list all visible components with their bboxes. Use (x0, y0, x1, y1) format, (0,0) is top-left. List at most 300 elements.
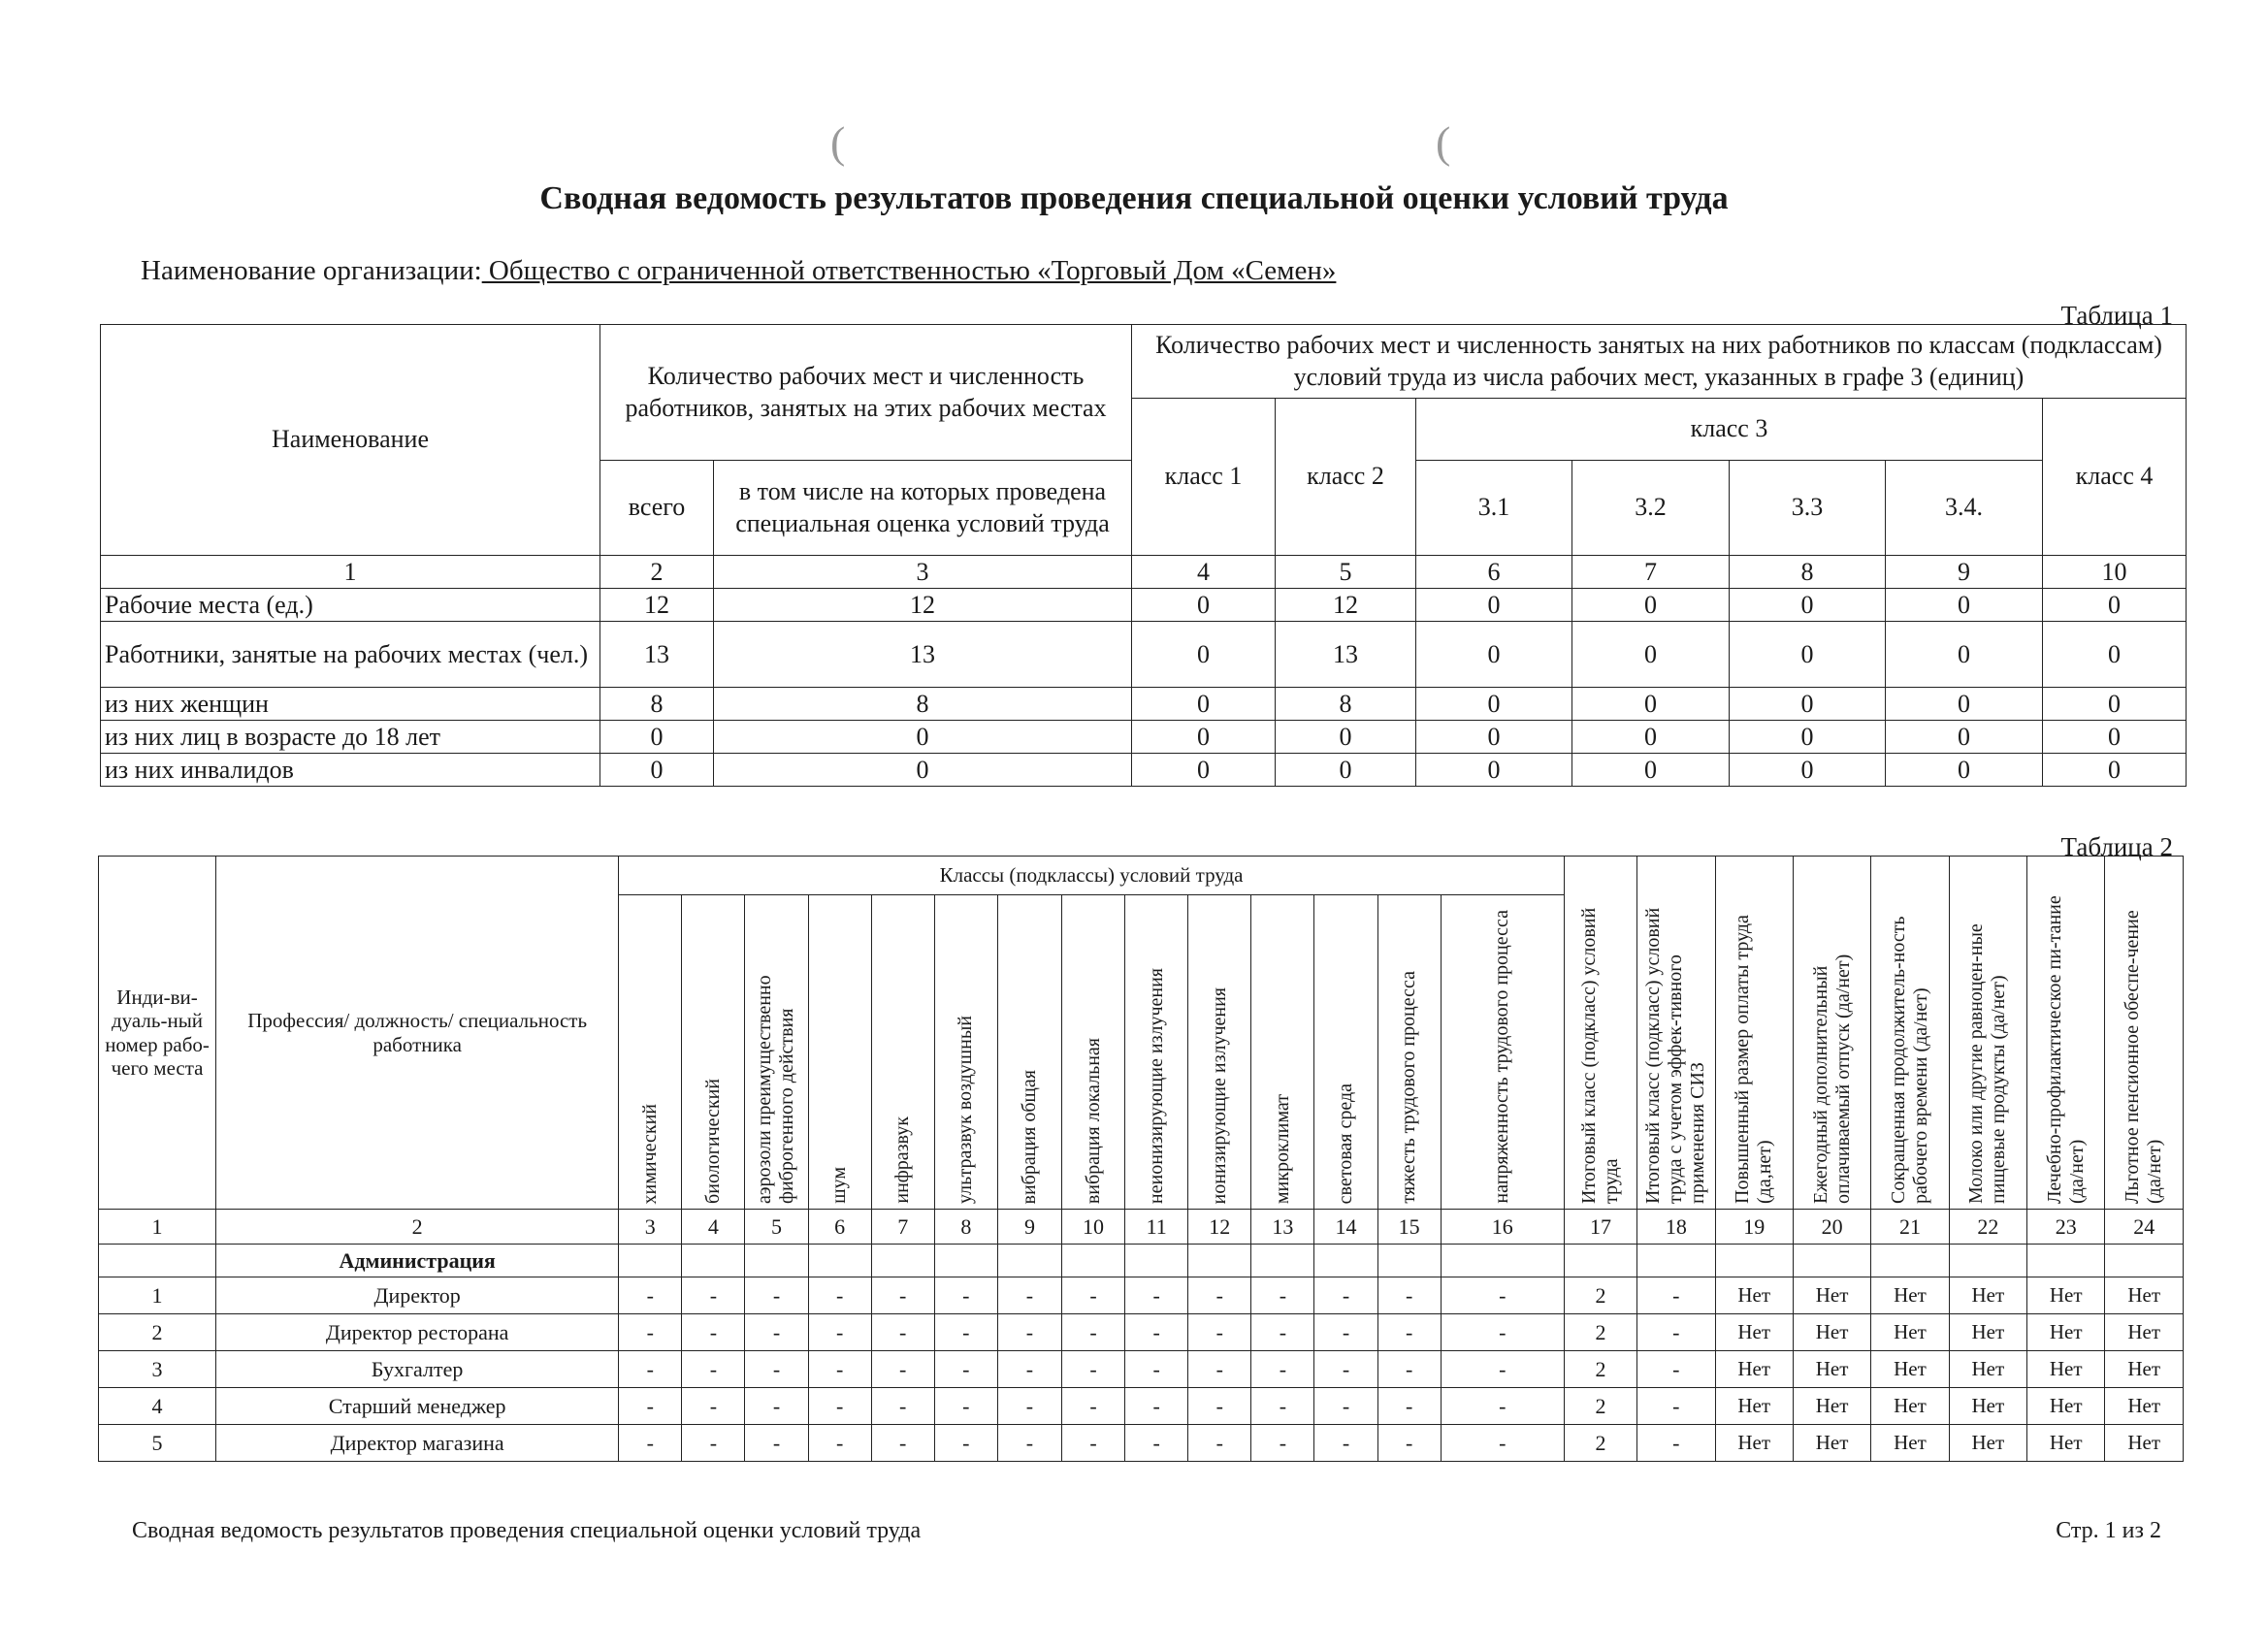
factor-cell: - (745, 1425, 808, 1462)
empty-cell (1793, 1245, 1870, 1277)
header-factor-label: световая среда (1334, 1083, 1356, 1204)
header-factor-label: напряженность трудового процесса (1491, 910, 1513, 1204)
factor-cell: - (1125, 1425, 1188, 1462)
col-number: 6 (1416, 556, 1572, 589)
factor-cell: - (997, 1425, 1061, 1462)
table-row (101, 688, 2187, 721)
profession-name: Старший менеджер (216, 1388, 619, 1425)
table-row (101, 589, 2187, 622)
factor-cell: - (1314, 1388, 1377, 1425)
factor-cell: - (997, 1277, 1061, 1314)
table-cell: 0 (1276, 721, 1416, 754)
row-label: из них инвалидов (101, 754, 600, 787)
header-factor-label: ионизирующие излучения (1208, 986, 1230, 1204)
row-label: Рабочие места (ед.) (101, 589, 600, 622)
workplace-table (98, 856, 2184, 1462)
header-places-group: Количество рабочих мест и численность работников, занятых на этих рабочих местах (600, 325, 1132, 461)
col-number: 16 (1441, 1210, 1564, 1245)
workplace-number: 4 (99, 1388, 216, 1425)
profession-name: Директор ресторана (216, 1314, 619, 1351)
empty-cell (682, 1245, 745, 1277)
table-cell: 12 (600, 589, 714, 622)
col-number: 6 (808, 1210, 871, 1245)
header-name: Наименование (101, 325, 600, 556)
header-factor-label: аэрозоли преимущественно фиброгенного действия (754, 975, 798, 1204)
table-cell: 0 (1730, 622, 1886, 688)
header-class3: класс 3 (1416, 399, 2043, 461)
factor-cell: - (871, 1314, 934, 1351)
table-cell: 0 (2043, 754, 2187, 787)
benefit-cell: Нет (2105, 1425, 2184, 1462)
header-factor-label: микроклимат (1271, 1093, 1293, 1204)
header-extra-column (1871, 857, 1949, 1210)
col-number: 21 (1871, 1210, 1949, 1245)
empty-cell (1314, 1245, 1377, 1277)
siz-class-cell: - (1637, 1351, 1715, 1388)
header-extra-label: Молоко или другие равноцен-ные пищевые продукты (да/нет) (1965, 923, 2010, 1204)
col-number: 1 (101, 556, 600, 589)
col-number: 22 (1949, 1210, 2026, 1245)
header-factor-column (1188, 895, 1251, 1210)
header-extra-column (1564, 857, 1636, 1210)
table-cell: 0 (1276, 754, 1416, 787)
header-extra-column (2027, 857, 2105, 1210)
table-row (99, 1351, 2184, 1388)
table-cell: 0 (1730, 721, 1886, 754)
table-row (101, 622, 2187, 688)
col-number: 3 (714, 556, 1132, 589)
benefit-cell: Нет (1793, 1351, 1870, 1388)
factor-cell: - (808, 1425, 871, 1462)
table-cell: 12 (714, 589, 1132, 622)
header-factor-column (871, 895, 934, 1210)
factor-cell: - (745, 1351, 808, 1388)
factor-cell: - (1377, 1314, 1441, 1351)
table-cell: 8 (1276, 688, 1416, 721)
header-factor-column (745, 895, 808, 1210)
header-extra-label: Итоговый класс (подкласс) условий труда (1577, 907, 1622, 1204)
factor-cell: - (619, 1425, 682, 1462)
empty-cell (619, 1245, 682, 1277)
header-extra-label: Ежегодный дополнительный оплачиваемый отпуск (да/нет) (1809, 954, 1854, 1204)
empty-cell (1125, 1245, 1188, 1277)
factor-cell: - (1377, 1388, 1441, 1425)
table-cell: 0 (2043, 721, 2187, 754)
table-cell: 0 (714, 754, 1132, 787)
header-class2: класс 2 (1276, 399, 1416, 556)
organization-line (141, 255, 1336, 287)
total-class-cell: 2 (1564, 1425, 1636, 1462)
col-number: 14 (1314, 1210, 1377, 1245)
factor-cell: - (1188, 1314, 1251, 1351)
benefit-cell: Нет (1793, 1314, 1870, 1351)
col-number: 9 (1886, 556, 2043, 589)
col-number: 12 (1188, 1210, 1251, 1245)
table-cell: 0 (1416, 622, 1572, 688)
total-class-cell: 2 (1564, 1351, 1636, 1388)
factor-cell: - (1251, 1351, 1314, 1388)
header-extra-column (2105, 857, 2184, 1210)
table-cell: 8 (600, 688, 714, 721)
factor-cell: - (1251, 1277, 1314, 1314)
table-cell: 12 (1276, 589, 1416, 622)
header-sub-3-3: 3.3 (1730, 461, 1886, 556)
header-factor-label: биологический (701, 1079, 724, 1204)
header-factor-label: вибрация общая (1018, 1069, 1040, 1204)
factor-cell: - (871, 1277, 934, 1314)
header-factor-column (997, 895, 1061, 1210)
benefit-cell: Нет (2027, 1277, 2105, 1314)
empty-cell (1062, 1245, 1125, 1277)
row-label: Работники, занятые на рабочих местах (чел.) (101, 622, 600, 688)
empty-cell (934, 1245, 997, 1277)
total-class-cell: 2 (1564, 1277, 1636, 1314)
col-number: 10 (2043, 556, 2187, 589)
table-cell: 0 (1572, 754, 1730, 787)
col-number: 11 (1125, 1210, 1188, 1245)
benefit-cell: Нет (1949, 1351, 2026, 1388)
empty-cell (1637, 1245, 1715, 1277)
benefit-cell: Нет (1949, 1388, 2026, 1425)
profession-name: Директор (216, 1277, 619, 1314)
factor-cell: - (1441, 1277, 1564, 1314)
col-number: 4 (682, 1210, 745, 1245)
factor-cell: - (871, 1388, 934, 1425)
factor-cell: - (619, 1314, 682, 1351)
table-cell: 0 (1730, 754, 1886, 787)
factor-cell: - (1441, 1388, 1564, 1425)
header-factor-column (1314, 895, 1377, 1210)
empty-cell (1871, 1245, 1949, 1277)
col-number: 13 (1251, 1210, 1314, 1245)
table2-caption: Таблица 2 (2060, 832, 2173, 861)
summary-table (100, 324, 2187, 787)
benefit-cell: Нет (1949, 1277, 2026, 1314)
col-number: 15 (1377, 1210, 1441, 1245)
empty-cell (1949, 1245, 2026, 1277)
header-extra-label: Льготное пенсионное обеспе-чение (да/нет) (2122, 910, 2166, 1204)
factor-cell: - (1441, 1425, 1564, 1462)
table-cell: 8 (714, 688, 1132, 721)
factor-cell: - (997, 1314, 1061, 1351)
scan-mark-left: ( (830, 117, 846, 167)
table-cell: 0 (1886, 589, 2043, 622)
header-factor-column (682, 895, 745, 1210)
factor-cell: - (1314, 1351, 1377, 1388)
row-label: из них лиц в возрасте до 18 лет (101, 721, 600, 754)
siz-class-cell: - (1637, 1388, 1715, 1425)
factor-cell: - (1377, 1277, 1441, 1314)
header-factor-label: шум (828, 1167, 851, 1204)
factor-cell: - (1251, 1425, 1314, 1462)
benefit-cell: Нет (1715, 1314, 1793, 1351)
table-cell: 13 (714, 622, 1132, 688)
empty-cell (745, 1245, 808, 1277)
table-row (99, 1277, 2184, 1314)
factor-cell: - (1441, 1351, 1564, 1388)
table-cell: 0 (1416, 589, 1572, 622)
header-factor-column (934, 895, 997, 1210)
table-cell: 0 (1132, 589, 1276, 622)
col-number: 17 (1564, 1210, 1636, 1245)
header-total: всего (600, 461, 714, 556)
table-cell: 0 (2043, 622, 2187, 688)
benefit-cell: Нет (2105, 1314, 2184, 1351)
section-row (99, 1245, 2184, 1277)
factor-cell: - (1062, 1277, 1125, 1314)
header-extra-label: Итоговый класс (подкласс) условий труда с учетом эффек-тивного применения СИЗ (1642, 907, 1709, 1204)
table-cell: 0 (1132, 688, 1276, 721)
factor-cell: - (1188, 1425, 1251, 1462)
table-row (101, 721, 2187, 754)
header-sub-3-1: 3.1 (1416, 461, 1572, 556)
factor-cell: - (682, 1351, 745, 1388)
factor-cell: - (682, 1314, 745, 1351)
benefit-cell: Нет (1793, 1277, 1870, 1314)
table-cell: 0 (2043, 688, 2187, 721)
header-factor-column (1125, 895, 1188, 1210)
factor-cell: - (745, 1388, 808, 1425)
col-number: 5 (1276, 556, 1416, 589)
benefit-cell: Нет (1949, 1314, 2026, 1351)
col-number: 7 (871, 1210, 934, 1245)
factor-cell: - (1314, 1277, 1377, 1314)
table-cell: 0 (1416, 754, 1572, 787)
empty-cell (997, 1245, 1061, 1277)
header-class1: класс 1 (1132, 399, 1276, 556)
organization-label: Наименование организации: (141, 255, 482, 286)
table-cell: 0 (1572, 622, 1730, 688)
factor-cell: - (934, 1425, 997, 1462)
factor-cell: - (808, 1314, 871, 1351)
col-number: 7 (1572, 556, 1730, 589)
empty-cell (2105, 1245, 2184, 1277)
factor-cell: - (1188, 1351, 1251, 1388)
empty-cell (1441, 1245, 1564, 1277)
factor-cell: - (745, 1314, 808, 1351)
table-cell: 0 (1132, 721, 1276, 754)
header-factor-column (1377, 895, 1441, 1210)
col-number: 4 (1132, 556, 1276, 589)
col-number: 3 (619, 1210, 682, 1245)
factor-cell: - (682, 1425, 745, 1462)
benefit-cell: Нет (2027, 1425, 2105, 1462)
factor-cell: - (1125, 1277, 1188, 1314)
benefit-cell: Нет (2027, 1314, 2105, 1351)
header-classes-group: Классы (подклассы) условий труда (619, 857, 1565, 895)
factor-cell: - (871, 1425, 934, 1462)
col-number: 23 (2027, 1210, 2105, 1245)
col-number: 10 (1062, 1210, 1125, 1245)
table-cell: 0 (600, 721, 714, 754)
profession-name: Директор магазина (216, 1425, 619, 1462)
table-cell: 0 (1572, 589, 1730, 622)
factor-cell: - (997, 1388, 1061, 1425)
row-label: из них женщин (101, 688, 600, 721)
factor-cell: - (1125, 1314, 1188, 1351)
factor-cell: - (934, 1388, 997, 1425)
table-cell: 0 (1886, 688, 2043, 721)
header-extra-column (1949, 857, 2026, 1210)
total-class-cell: 2 (1564, 1314, 1636, 1351)
factor-cell: - (1062, 1388, 1125, 1425)
benefit-cell: Нет (1871, 1351, 1949, 1388)
factor-cell: - (1062, 1351, 1125, 1388)
benefit-cell: Нет (1715, 1277, 1793, 1314)
header-extra-column (1715, 857, 1793, 1210)
factor-cell: - (1062, 1314, 1125, 1351)
workplace-number: 2 (99, 1314, 216, 1351)
factor-cell: - (1441, 1314, 1564, 1351)
document-title: Сводная ведомость результатов проведения специальной оценки условий труда (539, 180, 1729, 216)
header-factor-label: инфразвук (891, 1116, 914, 1204)
header-extra-label: Повышенный размер оплаты труда (да,нет) (1732, 915, 1776, 1204)
table-cell: 0 (1132, 622, 1276, 688)
benefit-cell: Нет (2105, 1388, 2184, 1425)
table-cell: 0 (1886, 622, 2043, 688)
workplace-number: 1 (99, 1277, 216, 1314)
table-cell: 0 (600, 754, 714, 787)
factor-cell: - (682, 1277, 745, 1314)
total-class-cell: 2 (1564, 1388, 1636, 1425)
col-number: 5 (745, 1210, 808, 1245)
header-factor-column (619, 895, 682, 1210)
benefit-cell: Нет (2105, 1351, 2184, 1388)
header-workplace-number: Инди-ви-дуаль-ный номер рабо-чего места (99, 857, 216, 1210)
header-factor-column (1062, 895, 1125, 1210)
benefit-cell: Нет (1871, 1425, 1949, 1462)
header-factor-column (1251, 895, 1314, 1210)
table-row (99, 1388, 2184, 1425)
empty-cell (2027, 1245, 2105, 1277)
empty-cell (1564, 1245, 1636, 1277)
table-cell: 0 (1886, 754, 2043, 787)
table-cell: 0 (1730, 688, 1886, 721)
table-cell: 13 (1276, 622, 1416, 688)
factor-cell: - (934, 1277, 997, 1314)
factor-cell: - (871, 1351, 934, 1388)
header-extra-label: Сокращенная продолжитель-ность рабочего времени (да/нет) (1887, 916, 1931, 1204)
table-cell: 0 (1416, 721, 1572, 754)
header-factor-label: вибрация локальная (1082, 1037, 1104, 1204)
col-number: 18 (1637, 1210, 1715, 1245)
factor-cell: - (619, 1388, 682, 1425)
header-factor-label: ультразвук воздушный (955, 1016, 977, 1204)
header-factor-column (1441, 895, 1564, 1210)
siz-class-cell: - (1637, 1425, 1715, 1462)
factor-cell: - (1314, 1425, 1377, 1462)
column-numbers-row (101, 556, 2187, 589)
table-cell: 0 (1416, 688, 1572, 721)
empty-cell (871, 1245, 934, 1277)
header-assessed: в том числе на которых проведена специальная оценка условий труда (714, 461, 1132, 556)
header-factor-column (808, 895, 871, 1210)
factor-cell: - (808, 1388, 871, 1425)
factor-cell: - (808, 1351, 871, 1388)
header-classes-group: Количество рабочих мест и численность занятых на них работников по классам (подклассам) условий труда из числа рабочих мест, указанных в графе 3 (единиц) (1132, 325, 2187, 399)
col-number: 19 (1715, 1210, 1793, 1245)
factor-cell: - (1251, 1314, 1314, 1351)
factor-cell: - (745, 1277, 808, 1314)
footer-title: Сводная ведомость результатов проведения специальной оценки условий труда (132, 1518, 922, 1543)
siz-class-cell: - (1637, 1314, 1715, 1351)
factor-cell: - (997, 1351, 1061, 1388)
benefit-cell: Нет (1715, 1351, 1793, 1388)
table-row (101, 754, 2187, 787)
page-number: Стр. 1 из 2 (2056, 1518, 2161, 1543)
col-number: 2 (600, 556, 714, 589)
table-cell: 13 (600, 622, 714, 688)
column-numbers-row (99, 1210, 2184, 1245)
scan-mark-right: ( (1436, 117, 1451, 167)
factor-cell: - (934, 1351, 997, 1388)
benefit-cell: Нет (2027, 1351, 2105, 1388)
header-extra-column (1637, 857, 1715, 1210)
col-number: 2 (216, 1210, 619, 1245)
factor-cell: - (1188, 1388, 1251, 1425)
table-cell: 0 (2043, 589, 2187, 622)
benefit-cell: Нет (1715, 1425, 1793, 1462)
table-cell: 0 (1572, 721, 1730, 754)
factor-cell: - (1125, 1388, 1188, 1425)
table-cell: 0 (1572, 688, 1730, 721)
col-number: 20 (1793, 1210, 1870, 1245)
empty-cell (808, 1245, 871, 1277)
section-title: Администрация (216, 1245, 619, 1277)
factor-cell: - (1062, 1425, 1125, 1462)
empty-cell (99, 1245, 216, 1277)
empty-cell (1715, 1245, 1793, 1277)
benefit-cell: Нет (1871, 1388, 1949, 1425)
header-class4: класс 4 (2043, 399, 2187, 556)
benefit-cell: Нет (1871, 1314, 1949, 1351)
factor-cell: - (682, 1388, 745, 1425)
benefit-cell: Нет (1949, 1425, 2026, 1462)
table-cell: 0 (1132, 754, 1276, 787)
factor-cell: - (1377, 1425, 1441, 1462)
benefit-cell: Нет (2027, 1388, 2105, 1425)
empty-cell (1251, 1245, 1314, 1277)
header-sub-3-2: 3.2 (1572, 461, 1730, 556)
profession-name: Бухгалтер (216, 1351, 619, 1388)
col-number: 8 (1730, 556, 1886, 589)
empty-cell (1377, 1245, 1441, 1277)
header-factor-label: химический (638, 1103, 661, 1204)
header-extra-column (1793, 857, 1870, 1210)
header-sub-3-4: 3.4. (1886, 461, 2043, 556)
header-extra-label: Лечебно-профилактическое пи-тание (да/нет) (2043, 895, 2088, 1204)
header-factor-label: тяжесть трудового процесса (1398, 971, 1420, 1204)
benefit-cell: Нет (1715, 1388, 1793, 1425)
table1-caption: Таблица 1 (2060, 301, 2173, 330)
siz-class-cell: - (1637, 1277, 1715, 1314)
empty-cell (1188, 1245, 1251, 1277)
factor-cell: - (619, 1277, 682, 1314)
table-row (99, 1425, 2184, 1462)
benefit-cell: Нет (1793, 1388, 1870, 1425)
header-factor-label: неионизирующие излучения (1145, 967, 1167, 1204)
col-number: 9 (997, 1210, 1061, 1245)
benefit-cell: Нет (1793, 1425, 1870, 1462)
header-profession: Профессия/ должность/ специальность работника (216, 857, 619, 1210)
col-number: 8 (934, 1210, 997, 1245)
workplace-number: 3 (99, 1351, 216, 1388)
factor-cell: - (808, 1277, 871, 1314)
col-number: 1 (99, 1210, 216, 1245)
factor-cell: - (1377, 1351, 1441, 1388)
table-cell: 0 (714, 721, 1132, 754)
workplace-number: 5 (99, 1425, 216, 1462)
